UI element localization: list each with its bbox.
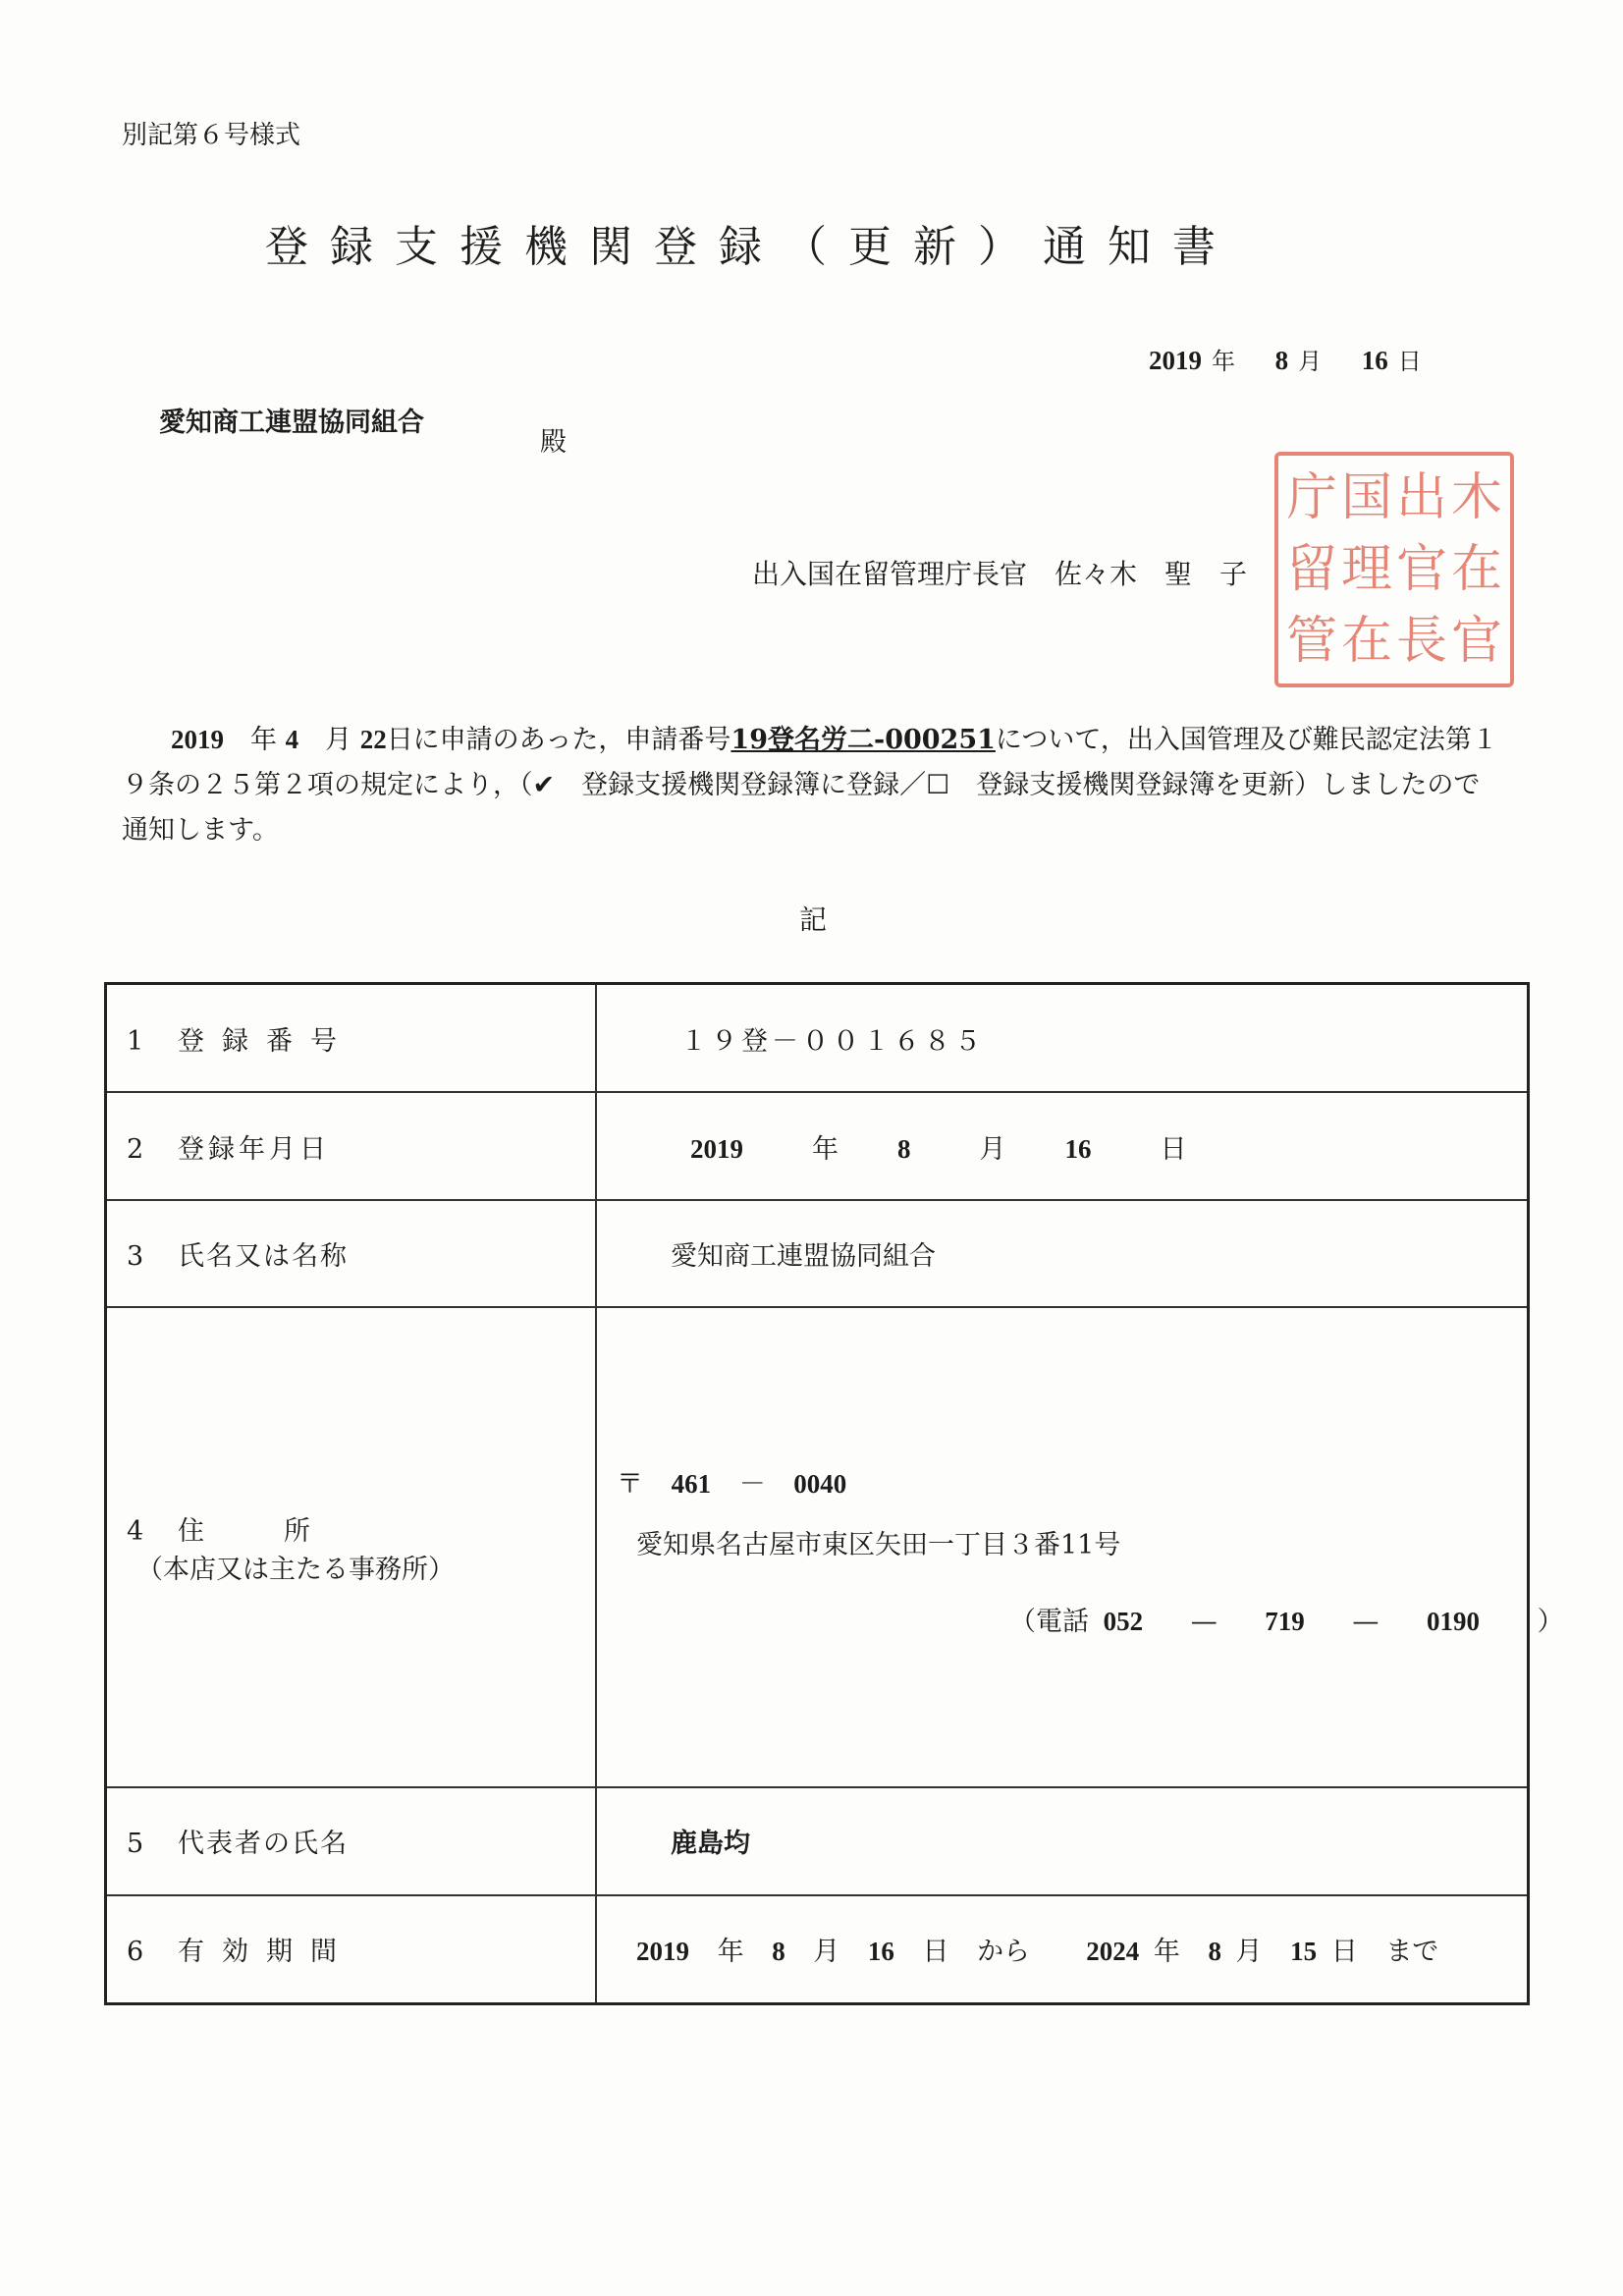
row-number: 1 (127, 1025, 144, 1057)
seal-char: 管 (1285, 612, 1337, 672)
postal-dash: － (738, 1468, 766, 1500)
app-month-unit: 月 (325, 725, 352, 755)
seal-char: 理 (1340, 539, 1392, 599)
registration-date (596, 1092, 1529, 1200)
app-year: 2019 (171, 725, 224, 754)
from-month: 8 (772, 1937, 785, 1967)
from-month-unit: 月 (813, 1937, 840, 1968)
phone-close: ） (1537, 1606, 1564, 1637)
phone-exchange: 719 (1265, 1606, 1305, 1636)
issue-year-unit: 年 (1212, 348, 1235, 375)
registration-table (104, 982, 1564, 2005)
option-register: 登録支援機関登録簿に登録／ (581, 770, 927, 800)
app-month: 4 (285, 725, 299, 754)
label-text: 代表者の氏名 (178, 1829, 349, 1860)
table-row (106, 1895, 1529, 2004)
value-text: 鹿島均 (671, 1829, 750, 1859)
seal-char: 長 (1395, 612, 1447, 672)
issue-day: 16 (1361, 346, 1388, 375)
seal-char: 在 (1450, 539, 1502, 599)
phone-number (1009, 1600, 1564, 1638)
phone-line: 0190 (1426, 1606, 1480, 1636)
address-text: 愛知県名古屋市東区矢田一丁目３番11号 (636, 1529, 1121, 1560)
label-text: 有効期間 (178, 1937, 354, 1968)
row-label (106, 1307, 597, 1787)
table-row (106, 1092, 1529, 1200)
seal-char: 官 (1450, 612, 1502, 672)
label-text: 氏名又は名称 (178, 1241, 349, 1273)
notice-body (122, 717, 1506, 853)
from-word: から (977, 1937, 1031, 1968)
recipient-honorific: 殿 (540, 427, 567, 458)
document-title: 登録支援機関登録（更新）通知書 (265, 222, 1237, 272)
phone-area: 052 (1103, 1606, 1144, 1636)
postal-mark-icon: 〒 (617, 1468, 643, 1500)
option-renew: 登録支援機関登録簿を更新）しましたので通知します。 (122, 770, 1481, 846)
postal-code (617, 1462, 846, 1501)
row-label (106, 1200, 597, 1308)
table-row (106, 1200, 1529, 1308)
issue-date (1149, 342, 1422, 376)
representative-name (596, 1787, 1529, 1895)
postal-first: 461 (671, 1468, 712, 1499)
table-row (106, 984, 1529, 1093)
issue-day-unit: 日 (1397, 348, 1422, 375)
value-text: 愛知商工連盟協同組合 (671, 1241, 936, 1273)
issue-month: 8 (1274, 346, 1289, 375)
seal-char: 官 (1395, 539, 1447, 599)
to-month-unit: 月 (1235, 1937, 1263, 1968)
label-text: 登録年月日 (178, 1133, 330, 1165)
row-number: 5 (127, 1829, 144, 1860)
seal-char: 留 (1285, 539, 1337, 599)
row-label (106, 1092, 597, 1200)
reg-day: 16 (1064, 1133, 1092, 1164)
to-year-unit: 年 (1153, 1937, 1180, 1968)
address-cell (596, 1307, 1564, 1787)
row-number: 4 (127, 1515, 144, 1547)
from-year: 2019 (636, 1937, 689, 1967)
recipient-name: 愛知商工連盟協同組合 (159, 408, 424, 438)
application-number: 19登名労二‐000251 (730, 725, 996, 755)
app-year-unit: 年 (250, 725, 277, 755)
from-day: 16 (867, 1937, 894, 1967)
to-year: 2024 (1086, 1937, 1140, 1967)
phone-prefix: （電話 (1009, 1606, 1089, 1637)
phone-dash: — (1352, 1606, 1380, 1637)
app-day: 22 (359, 725, 387, 754)
from-year-unit: 年 (717, 1937, 744, 1968)
row-number: 2 (127, 1133, 144, 1165)
from-day-unit: 日 (922, 1937, 949, 1968)
checkbox-empty-icon: ☐ (926, 770, 950, 800)
form-number: 別記第６号様式 (122, 121, 301, 150)
seal-char: 出 (1395, 467, 1447, 527)
body-text-1: 日に申請のあった，申請番号 (386, 725, 731, 755)
value-text: １９登－００１６８５ (680, 1025, 985, 1057)
row-number: 3 (127, 1241, 144, 1273)
official-seal (1274, 452, 1514, 687)
row-label (106, 1895, 597, 2004)
reg-year-unit: 年 (812, 1133, 839, 1165)
phone-dash: — (1190, 1606, 1217, 1637)
reg-year: 2019 (690, 1133, 743, 1164)
seal-char: 在 (1340, 612, 1392, 672)
seal-char: 国 (1340, 467, 1392, 527)
reg-month-unit: 月 (979, 1133, 1006, 1165)
checkbox-checked-icon: ✔ (532, 770, 556, 800)
to-day: 15 (1290, 1937, 1318, 1967)
row-label (106, 984, 597, 1093)
ki-heading: 記 (799, 903, 828, 936)
issuer-name: 出入国在留管理庁長官 佐々木 聖 子 (752, 558, 1248, 590)
seal-char: 木 (1450, 467, 1502, 527)
reg-day-unit: 日 (1160, 1133, 1187, 1165)
table-row (106, 1787, 1529, 1895)
postal-second: 0040 (793, 1468, 847, 1499)
registration-number (596, 984, 1529, 1093)
row-number: 6 (127, 1937, 144, 1968)
sublabel-text: （本店又は主たる事務所） (136, 1554, 455, 1585)
body-text-2: について，出入国管理及び難民認定法第１９条の２５第２項の規定により，（ (122, 725, 1498, 800)
label-text: 登録番号 (178, 1025, 354, 1057)
seal-char: 庁 (1285, 467, 1337, 527)
to-word: まで (1385, 1937, 1439, 1968)
to-month: 8 (1208, 1937, 1221, 1967)
validity-period (596, 1895, 1529, 2004)
issue-year: 2019 (1149, 346, 1202, 375)
issue-month-unit: 月 (1298, 348, 1323, 375)
to-day-unit: 日 (1330, 1937, 1358, 1968)
table-row (106, 1307, 1529, 1787)
reg-month: 8 (897, 1133, 911, 1164)
row-label (106, 1787, 597, 1895)
label-text: 住 所 (178, 1515, 310, 1547)
organization-name (596, 1200, 1529, 1308)
